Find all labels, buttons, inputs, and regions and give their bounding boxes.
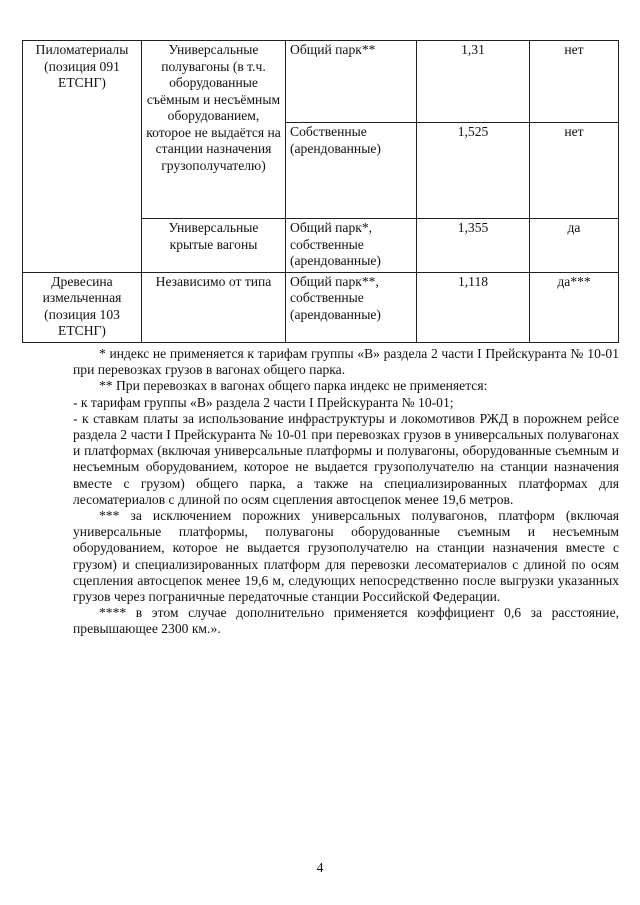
footnote-quad-star: **** в этом случае дополнительно применяется коэффициент 0,6 за расстояние, превышающее 2300 км.». [73, 605, 619, 637]
footnotes [73, 346, 619, 638]
cargo-cell: Пиломатериалы (позиция 091 ЕТСНГ) [23, 41, 142, 273]
flag-cell: да [530, 219, 619, 273]
park-cell: Общий парк** [286, 41, 417, 123]
index-cell: 1,525 [417, 123, 530, 219]
index-cell: 1,355 [417, 219, 530, 273]
footnote-double-star-item: - к тарифам группы «В» раздела 2 части I Прейскуранта № 10-01; [73, 394, 454, 410]
flag-cell: нет [530, 41, 619, 123]
footnote-single-star: * индекс не применяется к тарифам группы «В» раздела 2 части I Прейскуранта № 10-01 при перевозках грузов в вагонах общего парка. [73, 346, 619, 378]
cargo-cell: Древесина измельченная (позиция 103 ЕТСНГ) [23, 272, 142, 342]
tariff-index-table [22, 40, 619, 343]
footnote-double-star: ** При перевозках в вагонах общего парка индекс не применяется: [99, 378, 488, 394]
table-row [23, 41, 619, 123]
footnote-triple-star: *** за исключением порожних универсальных полувагонов, платформ (включая универсальные платформы, полувагоны оборудованные съемным и несъемным оборудованием, которое не выдается грузополучателю на станции назначения вместе с грузом) и специализированных платформ для перевозки лесоматериалов с длиной по осям сцепления автосцепок менее 19,6 м, следующих непосредственно после выгрузки указанных грузов через пограничные передаточные станции Российской Федерации. [73, 508, 619, 605]
wagon-type-cell: Независимо от типа [142, 272, 286, 342]
park-cell: Собственные (арендованные) [286, 123, 417, 219]
wagon-type-cell: Универсальные крытые вагоны [142, 219, 286, 273]
flag-cell: нет [530, 123, 619, 219]
park-cell: Общий парк*, собственные (арендованные) [286, 219, 417, 273]
flag-cell: да*** [530, 272, 619, 342]
wagon-type-cell: Универсальные полувагоны (в т.ч. оборудованные съёмным и несъёмным оборудованием, которое не выдаётся на станции назначения грузополучателю) [142, 41, 286, 219]
page-number: 4 [316, 860, 324, 875]
footnote-double-star-item: - к ставкам платы за использование инфраструктуры и локомотивов РЖД в порожнем рейсе раздела 2 части I Прейскуранта № 10-01 при перевозках грузов в универсальных полувагонах и платформах (включая универсальные платформы и полувагоны, оборудованные съемным и несъемным оборудованием, которое не выдается грузополучателю на станции назначения вместе с грузом) общего парка, а также на специализированных платформах для лесоматериалов с длиной по осям сцепления автосцепок менее 19,6 метров. [73, 410, 619, 507]
park-cell: Общий парк**, собственные (арендованные) [286, 272, 417, 342]
index-cell: 1,118 [417, 272, 530, 342]
table-row [23, 272, 619, 342]
index-cell: 1,31 [417, 41, 530, 123]
